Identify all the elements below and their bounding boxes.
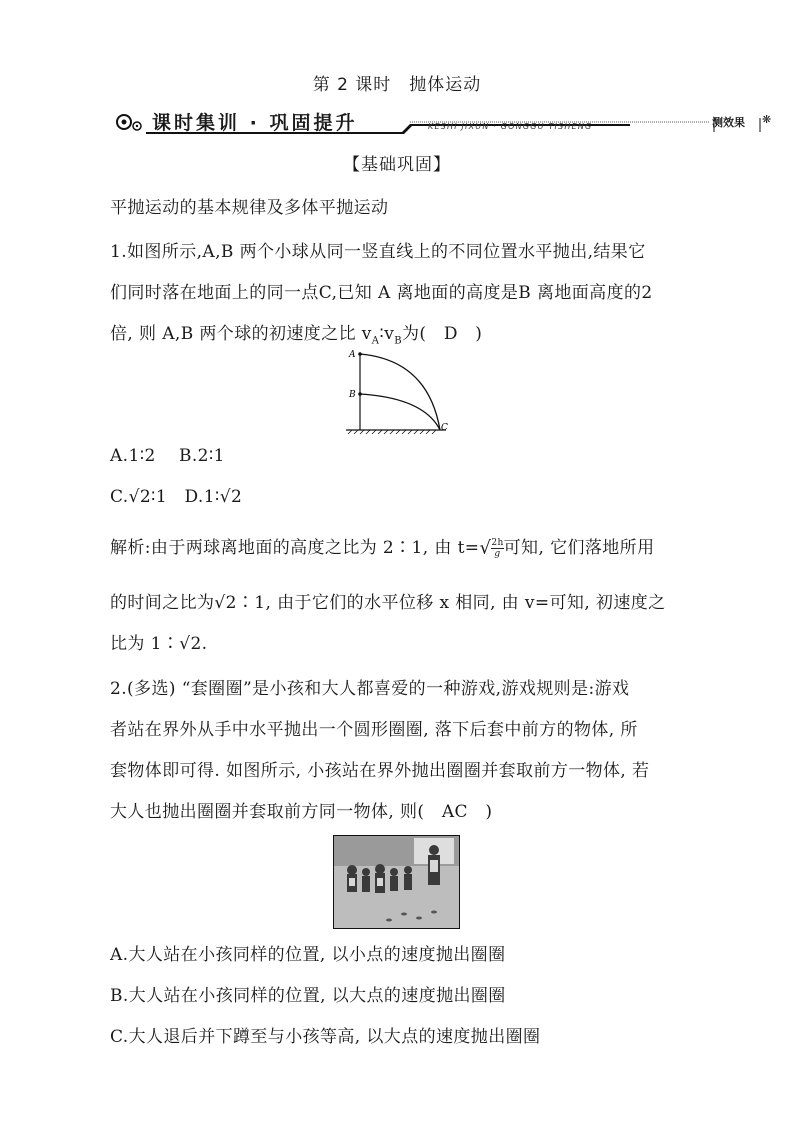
analysis-text-a: 解析:由于两球离地面的高度之比为 2∶1, 由 t= <box>110 538 480 558</box>
ground-hatching <box>348 430 436 434</box>
q1-analysis-line-3: 比为 1∶√2. <box>110 634 208 654</box>
q1-line-3-c: 为( D ) <box>402 324 483 344</box>
q2-line-1: 2.(多选) “套圈圈”是小孩和大人都喜爱的一种游戏,游戏规则是:游戏 <box>110 679 630 699</box>
ball-a <box>358 352 362 356</box>
trajectory-a <box>360 354 440 430</box>
banner-right-label: 测效果 <box>712 116 745 129</box>
q1-line-3-b: ∶v <box>379 324 395 344</box>
q2-option-b: B.大人站在小孩同样的位置, 以大点的速度抛出圈圈 <box>110 986 506 1006</box>
fraction-denominator: g <box>494 549 501 559</box>
ball-b <box>358 392 362 396</box>
q2-line-2: 者站在界外从手中水平抛出一个圆形圈圈, 落下后套中前方的物体, 所 <box>110 720 638 740</box>
q2-option-a: A.大人站在小孩同样的位置, 以小点的速度抛出圈圈 <box>110 945 506 965</box>
trajectory-b <box>360 394 440 430</box>
label-b: B <box>349 390 356 400</box>
topic-heading: 平抛运动的基本规律及多体平抛运动 <box>110 198 389 218</box>
q2-line-4: 大人也抛出圈圈并套取前方同一物体, 则( AC ) <box>110 802 493 822</box>
section-heading: 【基础巩固】 <box>343 155 451 175</box>
label-c: C <box>441 423 448 433</box>
label-a: A <box>349 350 356 360</box>
q2-line-3: 套物体即可得. 如图所示, 小孩站在界外抛出圈圈并套取前方一物体, 若 <box>110 761 650 781</box>
fraction-numerator: 2h <box>491 538 504 548</box>
q1-line-2: 们同时落在地面上的同一点C,已知 A 离地面的高度是B 离地面高度的2 <box>110 283 653 303</box>
banner-title: 课时集训 · 巩固提升 <box>152 112 358 134</box>
q1-analysis-line-2: 的时间之比为√2∶1, 由于它们的水平位移 x 相同, 由 v=可知, 初速度之 <box>110 593 666 613</box>
banner-subtitle: KESHI JIXUN · GONGGU TISHENG <box>428 122 593 131</box>
analysis-text-b: 可知, 它们落地所用 <box>503 538 655 558</box>
ring-toss-photo <box>333 835 460 929</box>
q1-sub-a: A <box>371 335 380 347</box>
page-title: 第 2 课时 抛体运动 <box>312 75 482 95</box>
formula-fraction <box>491 538 503 559</box>
q1-sub-b: B <box>394 335 403 347</box>
flower-icon: ❋ <box>762 113 772 126</box>
projectile-figure <box>342 346 454 438</box>
q1-options-ab: A.1∶2 B.2∶1 <box>110 446 225 466</box>
sqrt-sign: √ <box>479 537 492 559</box>
q1-line-3-a: 倍, 则 A,B 两个球的初速度之比 v <box>110 324 372 344</box>
q2-option-c: C.大人退后并下蹲至与小孩等高, 以大点的速度抛出圈圈 <box>110 1027 541 1047</box>
q1-analysis-line-1 <box>110 536 654 561</box>
q1-options-cd: C.√2∶1 D.1∶√2 <box>110 487 243 507</box>
q1-line-1: 1.如图所示,A,B 两个小球从同一竖直线上的不同位置水平抛出,结果它 <box>110 242 646 262</box>
gear-icon <box>117 115 141 130</box>
